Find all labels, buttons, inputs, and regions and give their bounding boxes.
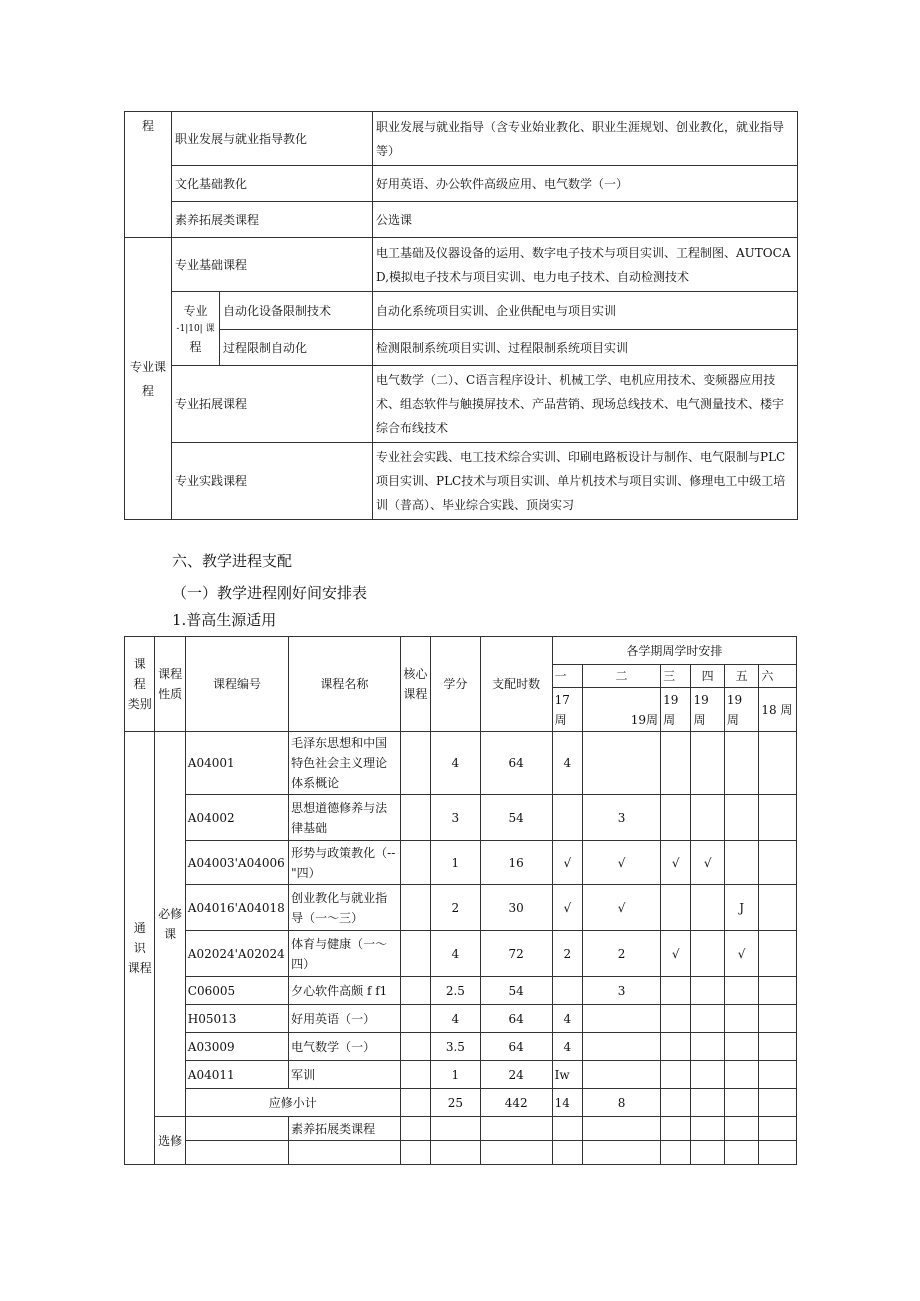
empty-cell bbox=[691, 1089, 724, 1117]
header-semester-group: 各学期周学时安排 bbox=[552, 637, 796, 665]
header-sem: 三 bbox=[661, 665, 691, 688]
sem-2: √ bbox=[583, 841, 661, 885]
table-row bbox=[125, 202, 798, 238]
sem-4 bbox=[691, 1005, 724, 1033]
empty-cell bbox=[759, 1141, 797, 1165]
module-cell: 过程限制自动化 bbox=[220, 330, 373, 366]
empty-cell bbox=[431, 1117, 481, 1141]
sem-5 bbox=[724, 1061, 758, 1089]
empty-cell bbox=[759, 1089, 797, 1117]
header-weeks: 19 周 bbox=[691, 688, 724, 732]
credit: 1 bbox=[431, 841, 481, 885]
empty-cell bbox=[552, 1141, 582, 1165]
empty-cell bbox=[480, 1117, 552, 1141]
sem-6 bbox=[759, 795, 797, 841]
sem-3 bbox=[661, 795, 691, 841]
table-row bbox=[125, 1117, 797, 1141]
sem-5 bbox=[724, 1033, 758, 1061]
module-cell: 素养拓展类课程 bbox=[172, 202, 373, 238]
table-row bbox=[125, 330, 798, 366]
course-code: A04003'A04006 bbox=[185, 841, 288, 885]
sem-1: √ bbox=[552, 841, 582, 885]
credit: 3 bbox=[431, 795, 481, 841]
header-sem: 四 bbox=[691, 665, 724, 688]
header-credit: 学分 bbox=[431, 637, 481, 732]
nature-elective: 选修 bbox=[155, 1117, 185, 1165]
sem-5: J bbox=[724, 885, 758, 931]
hours: 72 bbox=[480, 931, 552, 977]
hours: 30 bbox=[480, 885, 552, 931]
core-flag bbox=[400, 841, 430, 885]
subtotal-credit: 25 bbox=[431, 1089, 481, 1117]
header-name: 课程名称 bbox=[289, 637, 400, 732]
empty-cell bbox=[552, 1117, 582, 1141]
course-name: 创业教化与就业指导（一～三） bbox=[289, 885, 400, 931]
sem-6 bbox=[759, 1005, 797, 1033]
core-flag bbox=[400, 1061, 430, 1089]
schedule-table bbox=[124, 636, 797, 1165]
hours: 64 bbox=[480, 1005, 552, 1033]
subtotal-hours: 442 bbox=[480, 1089, 552, 1117]
sem-5 bbox=[724, 795, 758, 841]
course-name: 思想道德修养与法律基础 bbox=[289, 795, 400, 841]
course-code: A04016'A04018 bbox=[185, 885, 288, 931]
sem-5 bbox=[724, 841, 758, 885]
sem-4 bbox=[691, 1061, 724, 1089]
content-cell: 自动化系统项目实训、企业供配电与项目实训 bbox=[373, 292, 798, 330]
table-header-row bbox=[125, 637, 797, 665]
hours: 64 bbox=[480, 1033, 552, 1061]
table-row bbox=[125, 1141, 797, 1165]
sem-1: 4 bbox=[552, 732, 582, 795]
credit: 1 bbox=[431, 1061, 481, 1089]
sem-2: 3 bbox=[583, 977, 661, 1005]
header-sem: 五 bbox=[724, 665, 758, 688]
sem-6 bbox=[759, 732, 797, 795]
subtotal-sem-2: 8 bbox=[583, 1089, 661, 1117]
subsection-heading: （一）教学进程刚好间安排表 bbox=[172, 584, 368, 602]
table-row bbox=[125, 292, 798, 330]
content-cell: 检测限制系统项目实训、过程限制系统项目实训 bbox=[373, 330, 798, 366]
empty-cell bbox=[400, 1117, 430, 1141]
hours: 24 bbox=[480, 1061, 552, 1089]
subtotal-row bbox=[125, 1089, 797, 1117]
course-code: A04001 bbox=[185, 732, 288, 795]
sem-3 bbox=[661, 1061, 691, 1089]
sem-4 bbox=[691, 931, 724, 977]
category-cell: 程 bbox=[125, 112, 172, 238]
course-name: 军训 bbox=[289, 1061, 400, 1089]
content-cell: 好用英语、办公软件高级应用、电气数学（一） bbox=[373, 166, 798, 202]
core-flag bbox=[400, 732, 430, 795]
subtotal-sem-1: 14 bbox=[552, 1089, 582, 1117]
empty-cell bbox=[724, 1089, 758, 1117]
empty-cell bbox=[289, 1141, 400, 1165]
header-weeks: 17周 bbox=[552, 688, 582, 732]
direction-cell bbox=[172, 292, 220, 366]
module-cell: 专业实践课程 bbox=[172, 443, 373, 520]
sem-2 bbox=[583, 1005, 661, 1033]
table-row bbox=[125, 795, 797, 841]
credit: 4 bbox=[431, 732, 481, 795]
sem-4 bbox=[691, 1033, 724, 1061]
sem-1: √ bbox=[552, 885, 582, 931]
sem-6 bbox=[759, 977, 797, 1005]
empty-cell bbox=[724, 1141, 758, 1165]
empty-cell bbox=[431, 1141, 481, 1165]
course-code: C06005 bbox=[185, 977, 288, 1005]
subtotal-label: 应修小计 bbox=[185, 1089, 400, 1117]
sem-1: 2 bbox=[552, 931, 582, 977]
course-code: H05013 bbox=[185, 1005, 288, 1033]
table-row bbox=[125, 366, 798, 443]
module-cell: 自动化设备限制技术 bbox=[220, 292, 373, 330]
curriculum-structure-table bbox=[124, 111, 798, 520]
sem-2: √ bbox=[583, 885, 661, 931]
sem-2 bbox=[583, 1061, 661, 1089]
sem-3 bbox=[661, 885, 691, 931]
content-cell: 职业发展与就业指导（含专业始业教化、职业生涯规划、创业教化，就业指导等） bbox=[373, 112, 798, 166]
empty-cell bbox=[185, 1141, 288, 1165]
sem-3 bbox=[661, 1033, 691, 1061]
sem-5 bbox=[724, 732, 758, 795]
header-sem: 六 bbox=[759, 665, 797, 688]
sem-1 bbox=[552, 795, 582, 841]
credit: 2 bbox=[431, 885, 481, 931]
core-flag bbox=[400, 1005, 430, 1033]
header-weeks: 19 周 bbox=[724, 688, 758, 732]
empty-cell bbox=[400, 1141, 430, 1165]
table-row bbox=[125, 931, 797, 977]
table-row bbox=[125, 238, 798, 292]
direction-label-3: 程 bbox=[189, 339, 202, 354]
credit: 2.5 bbox=[431, 977, 481, 1005]
core-flag bbox=[400, 885, 430, 931]
module-cell: 职业发展与就业指导教化 bbox=[172, 112, 373, 166]
header-nature: 课程性质 bbox=[155, 637, 185, 732]
empty-cell bbox=[759, 1117, 797, 1141]
category-cell: 专业课程 bbox=[125, 238, 172, 520]
table-row bbox=[125, 166, 798, 202]
sem-6 bbox=[759, 885, 797, 931]
hours: 54 bbox=[480, 795, 552, 841]
course-code: A03009 bbox=[185, 1033, 288, 1061]
section-heading: 六、教学进程支配 bbox=[172, 552, 293, 570]
header-category: 课 程 类别 bbox=[125, 637, 155, 732]
sem-1: 4 bbox=[552, 1033, 582, 1061]
category-general: 通 识 课程 bbox=[125, 732, 155, 1165]
module-cell: 专业拓展课程 bbox=[172, 366, 373, 443]
course-code: A04002 bbox=[185, 795, 288, 841]
empty-cell bbox=[661, 1089, 691, 1117]
core-flag bbox=[400, 977, 430, 1005]
sem-6 bbox=[759, 1033, 797, 1061]
table-row bbox=[125, 1061, 797, 1089]
sem-1: 4 bbox=[552, 1005, 582, 1033]
course-code: A04011 bbox=[185, 1061, 288, 1089]
hours: 54 bbox=[480, 977, 552, 1005]
table-row bbox=[125, 732, 797, 795]
course-code bbox=[185, 1117, 288, 1141]
content-cell: 电工基础及仪器设备的运用、数字电子技术与项目实训、工程制图、AUTOCAD,模拟电子技术与项目实训、电力电子技术、自动检测技术 bbox=[373, 238, 798, 292]
empty-cell bbox=[691, 1117, 724, 1141]
sem-4: √ bbox=[691, 841, 724, 885]
credit: 4 bbox=[431, 1005, 481, 1033]
sem-3 bbox=[661, 977, 691, 1005]
course-name: 好用英语（一） bbox=[289, 1005, 400, 1033]
table-row bbox=[125, 443, 798, 520]
sem-5: √ bbox=[724, 931, 758, 977]
sem-3 bbox=[661, 732, 691, 795]
sem-2 bbox=[583, 732, 661, 795]
header-hours: 支配时数 bbox=[480, 637, 552, 732]
hours: 16 bbox=[480, 841, 552, 885]
sem-2: 3 bbox=[583, 795, 661, 841]
core-flag bbox=[400, 795, 430, 841]
table-row bbox=[125, 1033, 797, 1061]
hours: 64 bbox=[480, 732, 552, 795]
empty-cell bbox=[724, 1117, 758, 1141]
direction-label-2: -1|10| 课 bbox=[176, 323, 215, 334]
credit: 4 bbox=[431, 931, 481, 977]
course-name: 毛泽东思想和中国特色社会主义理论体系概论 bbox=[289, 732, 400, 795]
sem-4 bbox=[691, 885, 724, 931]
header-weeks: 19周 bbox=[661, 688, 691, 732]
header-sem: 一 bbox=[552, 665, 582, 688]
sem-5 bbox=[724, 1005, 758, 1033]
core-flag bbox=[400, 931, 430, 977]
sem-6 bbox=[759, 931, 797, 977]
empty-cell bbox=[480, 1141, 552, 1165]
module-cell: 专业基础课程 bbox=[172, 238, 373, 292]
header-sem: 二 bbox=[583, 665, 661, 688]
sem-6 bbox=[759, 1061, 797, 1089]
header-weeks: 18 周 bbox=[759, 688, 797, 732]
content-cell: 专业社会实践、电工技术综合实训、印刷电路板设计与制作、电气限制与PLC项目实训、PLC技术与项目实训、单片机技术与项目实训、修理电工中级工培训（普高）、毕业综合实践、顶岗实习 bbox=[373, 443, 798, 520]
table-row bbox=[125, 1005, 797, 1033]
header-weeks: 19周 bbox=[583, 688, 661, 732]
sem-4 bbox=[691, 732, 724, 795]
sem-3: √ bbox=[661, 931, 691, 977]
course-name: 形势与政策教化（--"四） bbox=[289, 841, 400, 885]
nature-required: 必修课 bbox=[155, 732, 185, 1117]
content-cell: 公选课 bbox=[373, 202, 798, 238]
sem-5 bbox=[724, 977, 758, 1005]
table-row bbox=[125, 977, 797, 1005]
course-name: 电气数学（一） bbox=[289, 1033, 400, 1061]
subsubsection-heading: 1.普高生源适用 bbox=[172, 611, 277, 629]
content-cell: 电气数学（二）、C语言程序设计、机械工学、电机应用技术、变频器应用技术、组态软件与触摸屏技术、产品营销、现场总线技术、电气测量技术、楼宇综合布线技术 bbox=[373, 366, 798, 443]
table-row bbox=[125, 841, 797, 885]
sem-4 bbox=[691, 795, 724, 841]
empty-cell bbox=[661, 1141, 691, 1165]
sem-2 bbox=[583, 1033, 661, 1061]
sem-2: 2 bbox=[583, 931, 661, 977]
empty-cell bbox=[691, 1141, 724, 1165]
module-cell: 文化基础教化 bbox=[172, 166, 373, 202]
sem-3 bbox=[661, 1005, 691, 1033]
direction-label-1: 专业 bbox=[183, 303, 208, 318]
credit: 3.5 bbox=[431, 1033, 481, 1061]
header-code: 课程编号 bbox=[185, 637, 288, 732]
course-code: A02024'A02024 bbox=[185, 931, 288, 977]
empty-cell bbox=[583, 1117, 661, 1141]
sem-4 bbox=[691, 977, 724, 1005]
table-row bbox=[125, 112, 798, 166]
sem-3: √ bbox=[661, 841, 691, 885]
course-name: 夕心软件高颇 f f1 bbox=[289, 977, 400, 1005]
sem-1: Iw bbox=[552, 1061, 582, 1089]
sem-1 bbox=[552, 977, 582, 1005]
empty-cell bbox=[661, 1117, 691, 1141]
course-name: 体育与健康（一～四） bbox=[289, 931, 400, 977]
core-flag bbox=[400, 1033, 430, 1061]
empty-cell bbox=[583, 1141, 661, 1165]
course-name: 素养拓展类课程 bbox=[289, 1117, 400, 1141]
sem-6 bbox=[759, 841, 797, 885]
header-core: 核心课程 bbox=[400, 637, 430, 732]
core-flag bbox=[400, 1089, 430, 1117]
table-row bbox=[125, 885, 797, 931]
